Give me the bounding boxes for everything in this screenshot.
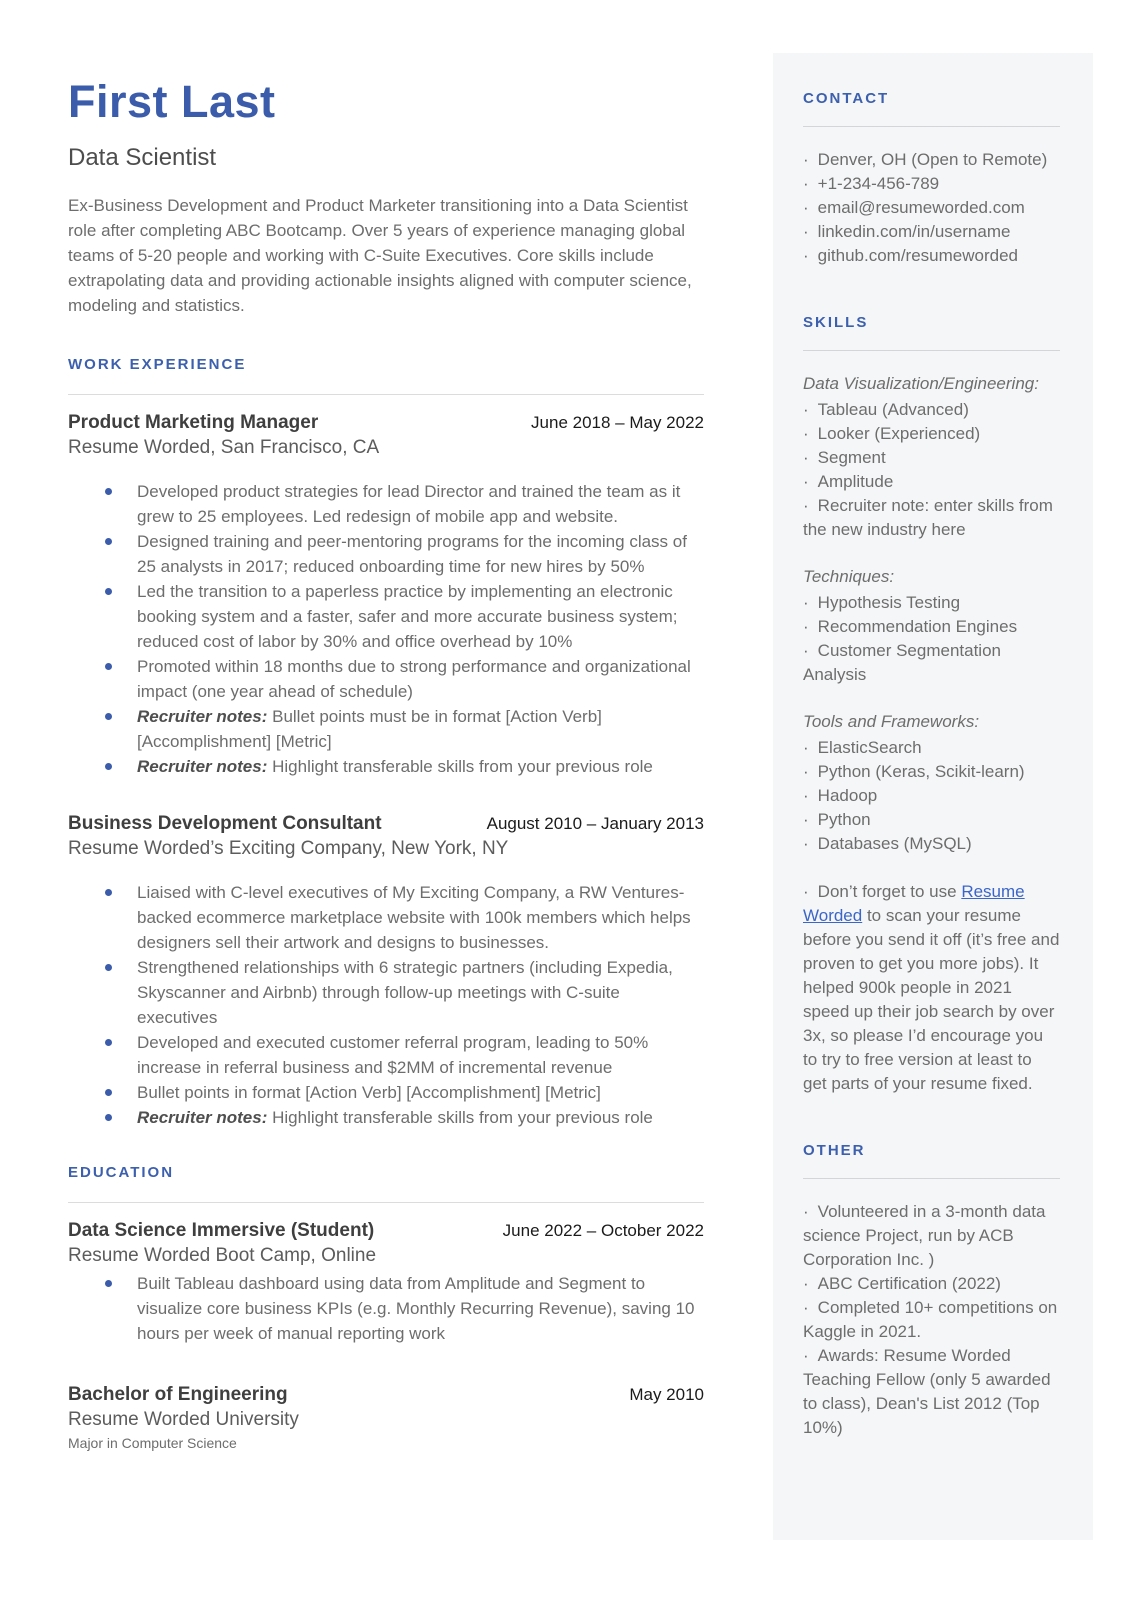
entry-dates: May 2010 bbox=[629, 1385, 704, 1404]
entry-title: Data Science Immersive (Student) bbox=[68, 1220, 375, 1241]
bullet-bold-prefix: Recruiter notes: bbox=[137, 1108, 268, 1127]
entry-dates: June 2018 – May 2022 bbox=[531, 413, 704, 432]
sidebar-divider bbox=[803, 350, 1060, 351]
entry bbox=[68, 813, 704, 1130]
skill-item: · Databases (MySQL) bbox=[803, 832, 1060, 856]
entry-title: Bachelor of Engineering bbox=[68, 1384, 288, 1405]
entry-title: Business Development Consultant bbox=[68, 813, 382, 834]
person-title: Data Scientist bbox=[68, 144, 217, 171]
skill-item: · Hypothesis Testing bbox=[803, 591, 1060, 615]
skill-group-label: Tools and Frameworks: bbox=[803, 712, 980, 731]
bullet-item: Liaised with C-level executives of My Exciting Company, a RW Ventures-backed ecommerce marketplace website with 100k members which helps designers sell their artwork and designs to businesses. bbox=[68, 880, 704, 955]
bullet-item: Led the transition to a paperless practice by implementing an electronic booking system and a faster, safer and more accurate business system; reduced cost of labor by 30% and office overhead by 10% bbox=[68, 579, 704, 654]
section-divider bbox=[68, 1202, 704, 1203]
bullet-dot: · bbox=[803, 496, 809, 515]
entry-header bbox=[68, 813, 704, 835]
skill-item: · Hadoop bbox=[803, 784, 1060, 808]
skills-groups bbox=[803, 372, 1060, 856]
bullet-item: Promoted within 18 months due to strong performance and organizational impact (one year ahead of schedule) bbox=[68, 654, 704, 704]
skill-item: · Looker (Experienced) bbox=[803, 422, 1060, 446]
bullet-dot: · bbox=[803, 198, 809, 217]
contact-section bbox=[803, 90, 1060, 268]
entry bbox=[68, 412, 704, 779]
entry-subtitle: Resume Worded, San Francisco, CA bbox=[68, 437, 380, 458]
bullet-dot: · bbox=[803, 1202, 809, 1221]
skills-section bbox=[803, 314, 1060, 1096]
sidebar bbox=[773, 53, 1093, 1540]
bullet-dot: · bbox=[803, 424, 809, 443]
bullet-item: Strengthened relationships with 6 strategic partners (including Expedia, Skyscanner and Airbnb) through follow-up meetings with C-suite executives bbox=[68, 955, 704, 1030]
entry-dates: August 2010 – January 2013 bbox=[486, 814, 704, 833]
bullet-item: Recruiter notes: Highlight transferable skills from your previous role bbox=[68, 1105, 704, 1130]
education-heading: EDUCATION bbox=[68, 1164, 175, 1181]
bullet-dot: · bbox=[803, 762, 809, 781]
entry-header bbox=[68, 1384, 704, 1406]
bullet-dot: · bbox=[803, 448, 809, 467]
education-list bbox=[68, 1220, 704, 1451]
recruiter-tip-note: · Don’t forget to use Resume Worded to scan your resume before you send it off (it’s free and proven to get you more jobs). It helped 900k people in 2021 speed up their job search by over 3x, so please I’d encourage you to try to free version at least to get parts of your resume fixed. bbox=[803, 882, 1060, 1093]
other-heading: OTHER bbox=[803, 1142, 866, 1159]
skill-group bbox=[803, 710, 1060, 856]
contact-item: · Denver, OH (Open to Remote) bbox=[803, 148, 1060, 172]
entry-header bbox=[68, 412, 704, 434]
entry-header bbox=[68, 1220, 704, 1242]
skills-heading: SKILLS bbox=[803, 314, 869, 331]
bullet-item: Developed product strategies for lead Director and trained the team as it grew to 25 employees. Led redesign of mobile app and website. bbox=[68, 479, 704, 529]
skill-item: · Python bbox=[803, 808, 1060, 832]
sidebar-divider bbox=[803, 1178, 1060, 1179]
other-item: · ABC Certification (2022) bbox=[803, 1272, 1060, 1296]
other-item: · Awards: Resume Worded Teaching Fellow (only 5 awarded to class), Dean's List 2012 (Top 10%) bbox=[803, 1346, 1051, 1437]
skill-item: · Customer Segmentation Analysis bbox=[803, 641, 1001, 684]
bullet-dot: · bbox=[803, 738, 809, 757]
skill-item: · Recruiter note: enter skills from the new industry here bbox=[803, 496, 1053, 539]
bullet-dot: · bbox=[803, 1274, 809, 1293]
skill-group-label: Data Visualization/Engineering: bbox=[803, 374, 1039, 393]
contact-item: · email@resumeworded.com bbox=[803, 196, 1060, 220]
contact-item: · github.com/resumeworded bbox=[803, 244, 1060, 268]
bullet-bold-prefix: Recruiter notes: bbox=[137, 757, 268, 776]
bullet-dot: · bbox=[803, 1346, 809, 1365]
bullet-list bbox=[68, 880, 704, 1130]
bullet-item: Recruiter notes: Bullet points must be in format [Action Verb] [Accomplishment] [Metric] bbox=[68, 704, 704, 754]
bullet-dot: · bbox=[803, 246, 809, 265]
bullet-dot: · bbox=[803, 150, 809, 169]
other-section bbox=[803, 1142, 1060, 1440]
other-item: · Volunteered in a 3-month data science Project, run by ACB Corporation Inc. ) bbox=[803, 1202, 1046, 1269]
skill-item: · Segment bbox=[803, 446, 1060, 470]
bullet-item: Recruiter notes: Highlight transferable skills from your previous role bbox=[68, 754, 704, 779]
bullet-dot: · bbox=[803, 593, 809, 612]
entry bbox=[68, 1384, 704, 1451]
main-column bbox=[68, 76, 704, 1489]
contact-list bbox=[803, 148, 1060, 268]
other-list bbox=[803, 1200, 1060, 1440]
section-divider bbox=[68, 394, 704, 395]
education-note: Major in Computer Science bbox=[68, 1435, 237, 1451]
bullet-item: Bullet points in format [Action Verb] [Accomplishment] [Metric] bbox=[68, 1080, 704, 1105]
bullet-dot: · bbox=[803, 174, 809, 193]
summary-text: Ex-Business Development and Product Marketer transitioning into a Data Scientist role after completing ABC Bootcamp. Over 5 years of experience managing global teams of 5-20 people and working with C-Suite Executives. Core skills include extrapolating data and providing actionable insights aligned with computer science, modeling and statistics. bbox=[68, 196, 692, 315]
bullet-item: Developed and executed customer referral program, leading to 50% increase in referral business and $2MM of incremental revenue bbox=[68, 1030, 704, 1080]
work-experience-heading: WORK EXPERIENCE bbox=[68, 356, 247, 373]
bullet-dot: · bbox=[803, 834, 809, 853]
skill-group bbox=[803, 565, 1060, 687]
resume-worded-link[interactable]: Resume Worded bbox=[803, 882, 1025, 925]
bullet-dot: · bbox=[803, 617, 809, 636]
bullet-item: Designed training and peer-mentoring programs for the incoming class of 25 analysts in 2017; reduced onboarding time for new hires by 50% bbox=[68, 529, 704, 579]
skill-group bbox=[803, 372, 1060, 542]
bullet-list bbox=[68, 479, 704, 779]
bullet-item: Built Tableau dashboard using data from Amplitude and Segment to visualize core business KPIs (e.g. Monthly Recurring Revenue), saving 10 hours per week of manual reporting work bbox=[68, 1271, 704, 1346]
jobs-list bbox=[68, 412, 704, 1130]
bullet-dot: · bbox=[803, 400, 809, 419]
bullet-dot: · bbox=[803, 810, 809, 829]
contact-item: · linkedin.com/in/username bbox=[803, 220, 1060, 244]
bullet-dot: · bbox=[803, 786, 809, 805]
skill-item: · Amplitude bbox=[803, 470, 1060, 494]
person-name: First Last bbox=[68, 76, 276, 127]
bullet-dot: · bbox=[803, 641, 809, 660]
entry-subtitle: Resume Worded University bbox=[68, 1409, 299, 1430]
bullet-dot: · bbox=[803, 472, 809, 491]
other-item: · Completed 10+ competitions on Kaggle in 2021. bbox=[803, 1298, 1058, 1341]
entry-dates: June 2022 – October 2022 bbox=[502, 1221, 704, 1240]
bullet-bold-prefix: Recruiter notes: bbox=[137, 707, 268, 726]
contact-heading: CONTACT bbox=[803, 90, 890, 107]
entry-subtitle: Resume Worded Boot Camp, Online bbox=[68, 1245, 377, 1266]
entry-subtitle: Resume Worded’s Exciting Company, New York, NY bbox=[68, 838, 509, 859]
skill-item: · Python (Keras, Scikit-learn) bbox=[803, 760, 1060, 784]
skill-item: · Recommendation Engines bbox=[803, 615, 1060, 639]
skill-item: · ElasticSearch bbox=[803, 736, 1060, 760]
bullet-dot: · bbox=[803, 1298, 809, 1317]
skill-group-label: Techniques: bbox=[803, 567, 895, 586]
bullet-list bbox=[68, 1271, 704, 1346]
bullet-dot: · bbox=[803, 882, 809, 901]
skill-item: · Tableau (Advanced) bbox=[803, 398, 1060, 422]
bullet-dot: · bbox=[803, 222, 809, 241]
sidebar-divider bbox=[803, 126, 1060, 127]
contact-item: · +1-234-456-789 bbox=[803, 172, 1060, 196]
entry bbox=[68, 1220, 704, 1346]
entry-title: Product Marketing Manager bbox=[68, 412, 319, 433]
